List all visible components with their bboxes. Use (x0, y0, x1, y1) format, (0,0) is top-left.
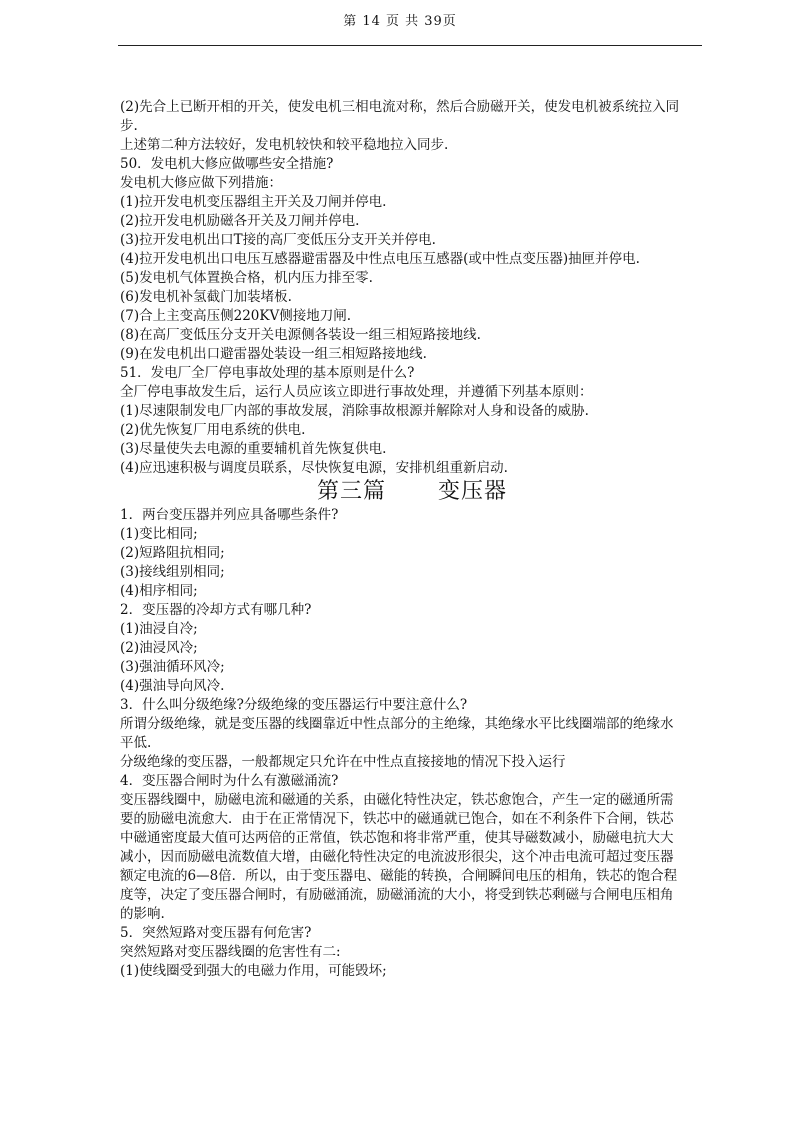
list-item: (4)应迅速积极与调度员联系，尽快恢复电源，安排机组重新启动. (120, 460, 508, 476)
list-item: (5)发电机气体置换合格，机内压力排至零. (120, 270, 373, 286)
list-item: (3)接线组别相同; (120, 564, 225, 580)
section-title-text: 变压器 (438, 479, 508, 504)
list-item: (2)油浸风冷; (120, 640, 198, 656)
text-line: 变压器线圈中，励磁电流和磁通的关系，由磁化特性决定，铁芯愈饱合，产生一定的磁通所需 (120, 792, 674, 808)
text-line: 平低. (120, 735, 152, 751)
text-line: 全厂停电事故发生后，运行人员应该立即进行事故处理，并遵循下列基本原则： (120, 384, 593, 400)
question-heading: 2．变压器的冷却方式有哪几种? (120, 602, 312, 618)
question-heading: 3．什么叫分级绝缘?分级绝缘的变压器运行中要注意什么? (120, 697, 468, 713)
text-line: 减小，因而励磁电流数值大增，由磁化特性决定的电流波形很尖，这个冲击电流可超过变压器 (120, 849, 674, 865)
list-item: (2)短路阻抗相同; (120, 545, 225, 561)
text-line: 分级绝缘的变压器，一般都规定只允许在中性点直接接地的情况下投入运行 (120, 754, 566, 770)
list-item: (3)拉开发电机出口T接的高厂变低压分支开关并停电. (120, 232, 436, 248)
text-line: 所谓分级绝缘，就是变压器的线圈靠近中性点部分的主绝缘，其绝缘水平比线圈端部的绝缘水 (120, 716, 674, 732)
question-heading: 51．发电厂全厂停电事故处理的基本原则是什么? (120, 365, 415, 381)
text-line: (2)先合上已断开相的开关，使发电机三相电流对称，然后合励磁开关，使发电机被系统拉入同 (120, 99, 680, 115)
list-item: (1)尽速限制发电厂内部的事故发展，消除事故根源并解除对人身和设备的威胁. (120, 403, 589, 419)
question-heading: 5．突然短路对变压器有何危害? (120, 925, 312, 941)
text-line: 度等，决定了变压器合闸时，有励磁涌流，励磁涌流的大小，将受到铁芯剩磁与合闸电压相角 (120, 887, 674, 903)
text-line: 的影响. (120, 906, 165, 922)
text-line: 步. (120, 118, 138, 134)
text-line: 中磁通密度最大值可达两倍的正常值，铁芯饱和将非常严重，使其导磁数减小，励磁电抗大大 (120, 830, 674, 846)
list-item: (7)合上主变高压侧220KV侧接地刀闸. (120, 308, 352, 324)
text-line: 要的励磁电流愈大．由于在正常情况下，铁芯中的磁通就已饱合，如在不利条件下合闸，铁芯 (120, 811, 674, 827)
list-item: (1)油浸自冷; (120, 621, 198, 637)
text-line: 上述第二种方法较好，发电机较快和较平稳地拉入同步. (120, 137, 449, 153)
list-item: (4)强油导向风冷. (120, 678, 225, 694)
text-line: 突然短路对变压器线圈的危害性有二: (120, 944, 341, 960)
list-item: (2)优先恢复厂用电系统的供电. (120, 422, 306, 438)
header-rule (118, 45, 702, 46)
section-part-label: 第三篇 (316, 479, 386, 504)
list-item: (1)变比相同; (120, 526, 198, 542)
list-item: (6)发电机补氢截门加装堵板. (120, 289, 292, 305)
list-item: (3)尽量使失去电源的重要辅机首先恢复供电. (120, 441, 387, 457)
page-header: 第 14 页 共 39页 (343, 14, 457, 29)
list-item: (8)在高厂变低压分支开关电源侧各装设一组三相短路接地线. (120, 327, 481, 343)
list-item: (1)使线圈受到强大的电磁力作用，可能毁坏; (120, 963, 387, 979)
question-heading: 50．发电机大修应做哪些安全措施? (120, 156, 334, 172)
text-line: 额定电流的6—8倍．所以，由于变压器电、磁能的转换，合闸瞬间电压的相角，铁芯的饱合程 (120, 868, 678, 884)
list-item: (2)拉开发电机励磁各开关及刀闸并停电. (120, 213, 360, 229)
document-body (120, 98, 704, 981)
question-heading: 4．变压器合闸时为什么有激磁涌流? (120, 773, 339, 789)
text-line: 发电机大修应做下列措施： (120, 175, 282, 191)
section-title (120, 478, 704, 506)
list-item: (4)相序相同; (120, 583, 198, 599)
list-item: (3)强油循环风冷; (120, 659, 225, 675)
list-item: (1)拉开发电机变压器组主开关及刀闸并停电. (120, 194, 387, 210)
list-item: (9)在发电机出口避雷器处装设一组三相短路接地线. (120, 346, 427, 362)
question-heading: 1．两台变压器并列应具备哪些条件? (120, 507, 339, 523)
list-item: (4)拉开发电机出口电压互感器避雷器及中性点电压互感器(或中性点变压器)抽匣并停电. (120, 251, 640, 267)
